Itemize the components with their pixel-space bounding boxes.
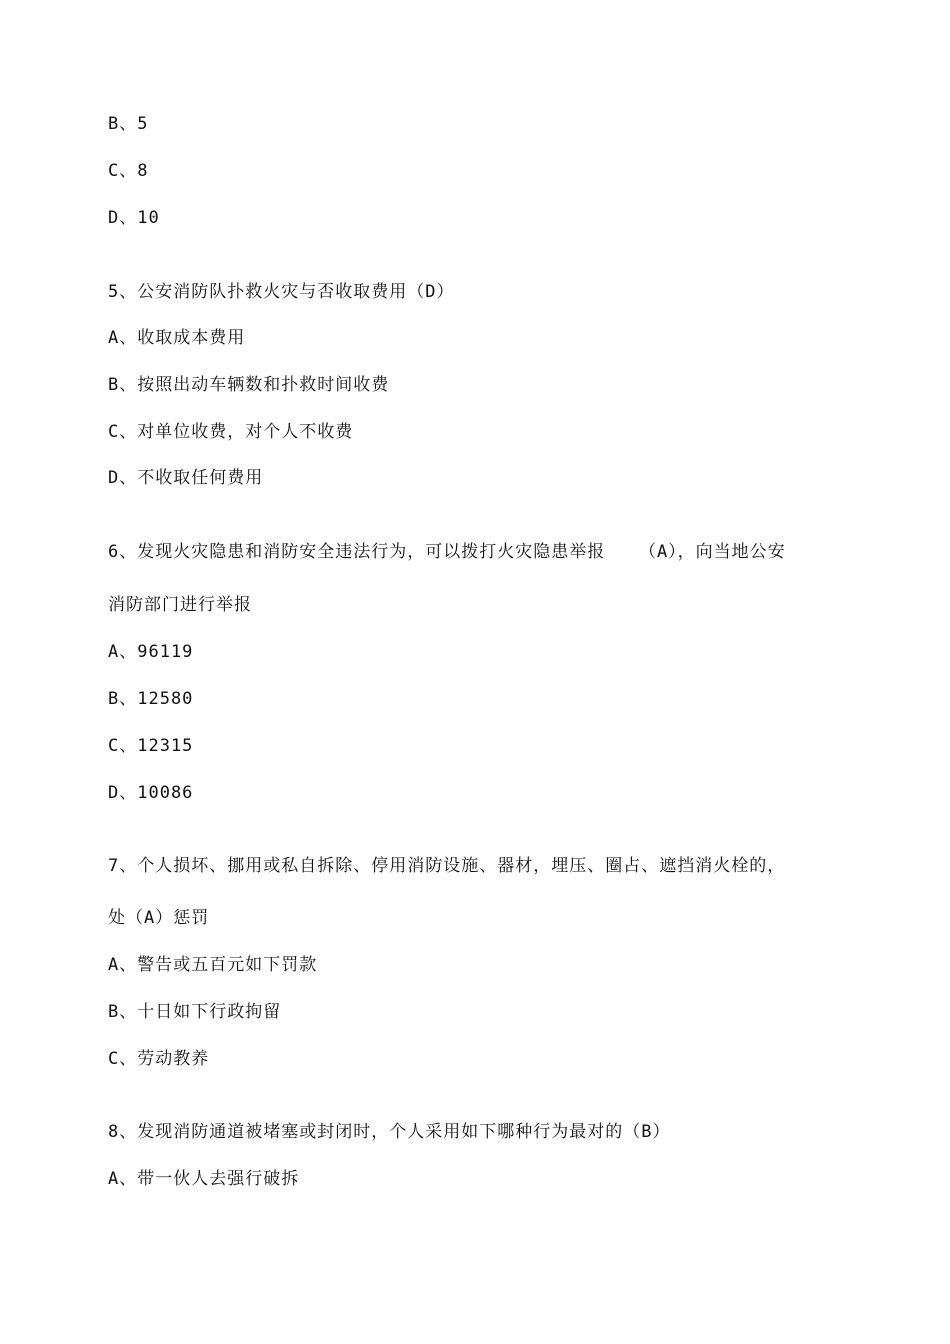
q7-option-a: A、警告或五百元如下罚款: [108, 955, 318, 975]
q6-option-a: A、96119: [108, 642, 194, 662]
q6-option-d: D、10086: [108, 783, 194, 803]
q5-option-a: A、收取成本费用: [108, 328, 246, 348]
q8-option-a: A、带一伙人去强行破拆: [108, 1169, 300, 1189]
q6-option-b: B、12580: [108, 689, 194, 709]
q5-option-c: C、对单位收费，对个人不收费: [108, 422, 354, 442]
q6-question-line2: 消防部门进行举报: [108, 595, 252, 615]
q7-option-b: B、十日如下行政拘留: [108, 1002, 282, 1022]
q6-question-line1: 6、发现火灾隐患和消防安全违法行为，可以拨打火灾隐患举报 （A），向当地公安: [108, 542, 786, 562]
q4-option-d: D、10: [108, 208, 160, 228]
q5-question: 5、公安消防队扑救火灾与否收取费用（D）: [108, 282, 455, 302]
q7-question-line1: 7、个人损坏、挪用或私自拆除、停用消防设施、器材，埋压、圈占、遮挡消火栓的，: [108, 856, 786, 876]
q4-option-b: B、5: [108, 114, 149, 134]
q5-option-b: B、按照出动车辆数和扑救时间收费: [108, 375, 390, 395]
q7-question-line2: 处（A）惩罚: [108, 908, 210, 928]
q7-option-c: C、劳动教养: [108, 1049, 210, 1069]
q6-option-c: C、12315: [108, 736, 194, 756]
q4-option-c: C、8: [108, 161, 149, 181]
q5-option-d: D、不收取任何费用: [108, 468, 264, 488]
q8-question: 8、发现消防通道被堵塞或封闭时，个人采用如下哪种行为最对的（B）: [108, 1122, 671, 1142]
